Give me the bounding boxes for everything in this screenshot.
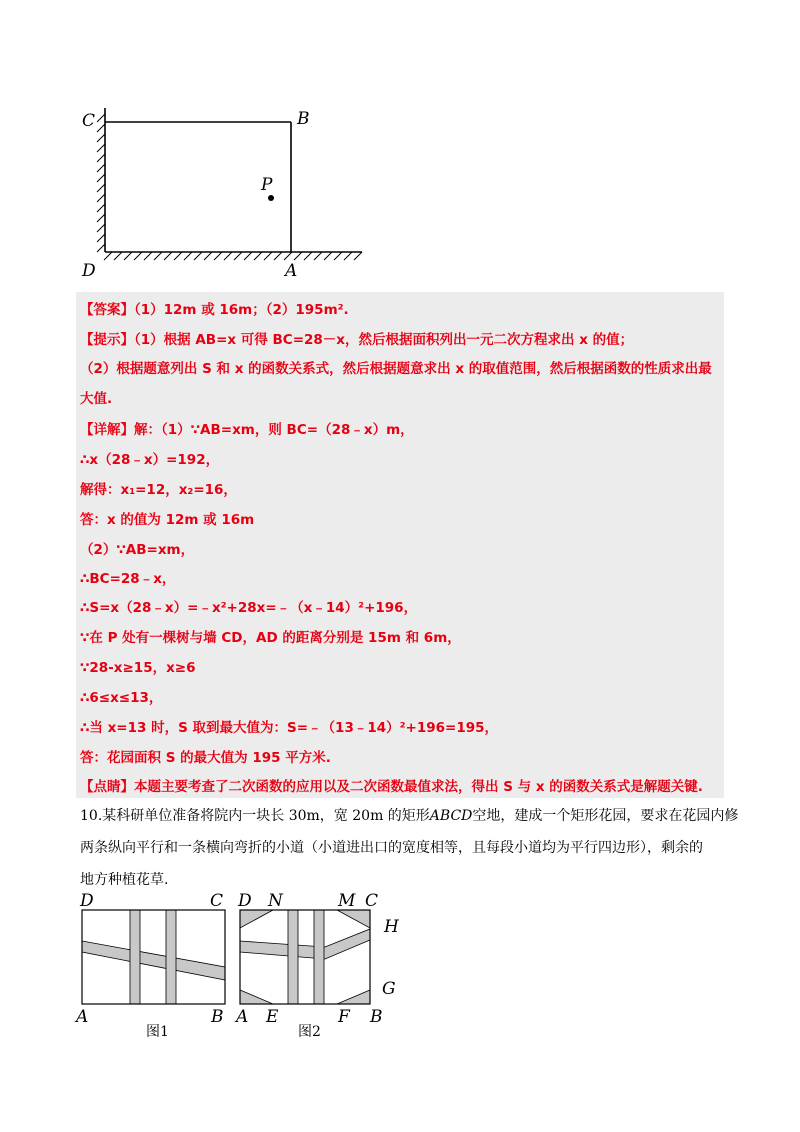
question10-line-2: 两条纵向平行和一条横向弯折的小道（小道进出口的宽度相等，且每段小道均为平行四边形），剩余的 [80,840,703,856]
fig2-label-m: M [338,891,356,911]
comment-line [80,775,703,795]
fig1-label-c: C [210,891,224,911]
detail-line-1 [80,418,414,438]
detail-line-5: （2）∵AB=xm， [80,542,195,558]
label-p: P [261,175,273,195]
label-c: C [82,111,96,131]
fig2-label-g: G [382,979,396,999]
fig2-label-e: E [266,1007,279,1027]
question10-line-3: 地方种植花草. [80,872,169,888]
detail-line-6: ∴BC=28﹣x， [80,571,176,587]
garden-wall-figure [70,100,370,285]
detail-line-10: ∴6≤x≤13， [80,690,163,706]
fig2-label-n: N [268,891,283,911]
detail-line-8: ∵在 P 处有一棵树与墙 CD，AD 的距离分别是 15m 和 6m， [80,630,461,646]
fig1-label-d: D [80,891,94,911]
answer-text: （1）12m 或 16m；（2）195m². [134,302,349,318]
fig1-label-a: A [76,1007,89,1027]
fig2-label-f: F [338,1007,350,1027]
garden-figure-2 [230,890,410,1040]
question10-text-b: 空地，建成一个矩形花园，要求在花园内修 [472,808,739,824]
detail-text-1: 解：（1）∵AB=xm，则 BC=（28﹣x）m， [134,422,414,438]
label-a: A [285,261,298,281]
fig2-label-b: B [370,1007,383,1027]
label-d: D [82,261,96,281]
fig2-label-a: A [236,1007,249,1027]
fig1-caption: 图1 [146,1024,169,1040]
hint-text-1: （1）根据 AB=x 可得 BC=28－x，然后根据面积列出一元二次方程求出 x 的值； [134,332,634,348]
detail-line-11: ∴当 x=13 时，S 取到最大值为：S=﹣（13﹣14）²+196=195， [80,720,499,736]
fig2-label-d: D [238,891,252,911]
question10-abcd: ABCD [429,808,473,824]
fig2-caption: 图2 [298,1024,321,1040]
point-p [268,195,274,201]
detail-line-3: 解得：x₁=12，x₂=16， [80,482,237,498]
detail-line-7: ∴S=x（28﹣x）=﹣x²+28x=﹣（x﹣14）²+196， [80,600,418,616]
hint-label: 【提示】 [80,332,134,348]
detail-line-9: ∵28-x≥15，x≥6 [80,660,196,676]
label-b: B [297,109,310,129]
garden-figure-1 [70,890,240,1040]
fig2-label-c: C [365,891,379,911]
fig2-label-h: H [384,917,399,937]
question10-text-a: 10.某科研单位准备将院内一块长 30m，宽 20m 的矩形 [80,808,430,824]
hint-line-3: 大值. [80,391,113,407]
comment-label: 【点睛】 [80,779,134,795]
hint-line-2: （2）根据题意列出 S 和 x 的函数关系式，然后根据题意求出 x 的取值范围，然后根据函数的性质求出最 [80,361,712,377]
fig1-label-b: B [211,1007,224,1027]
detail-line-12: 答：花园面积 S 的最大值为 195 平方米. [80,750,331,766]
question10-line-1 [80,805,738,825]
hint-line-1 [80,328,633,348]
detail-label: 【详解】 [80,422,134,438]
detail-line-4: 答：x 的值为 12m 或 16m [80,512,255,528]
detail-line-2: ∴x（28﹣x）=192， [80,452,220,468]
answer-line [80,298,349,318]
answer-label: 【答案】 [80,302,134,318]
comment-text: 本题主要考查了二次函数的应用以及二次函数最值求法，得出 S 与 x 的函数关系式是解题关键. [134,779,703,795]
